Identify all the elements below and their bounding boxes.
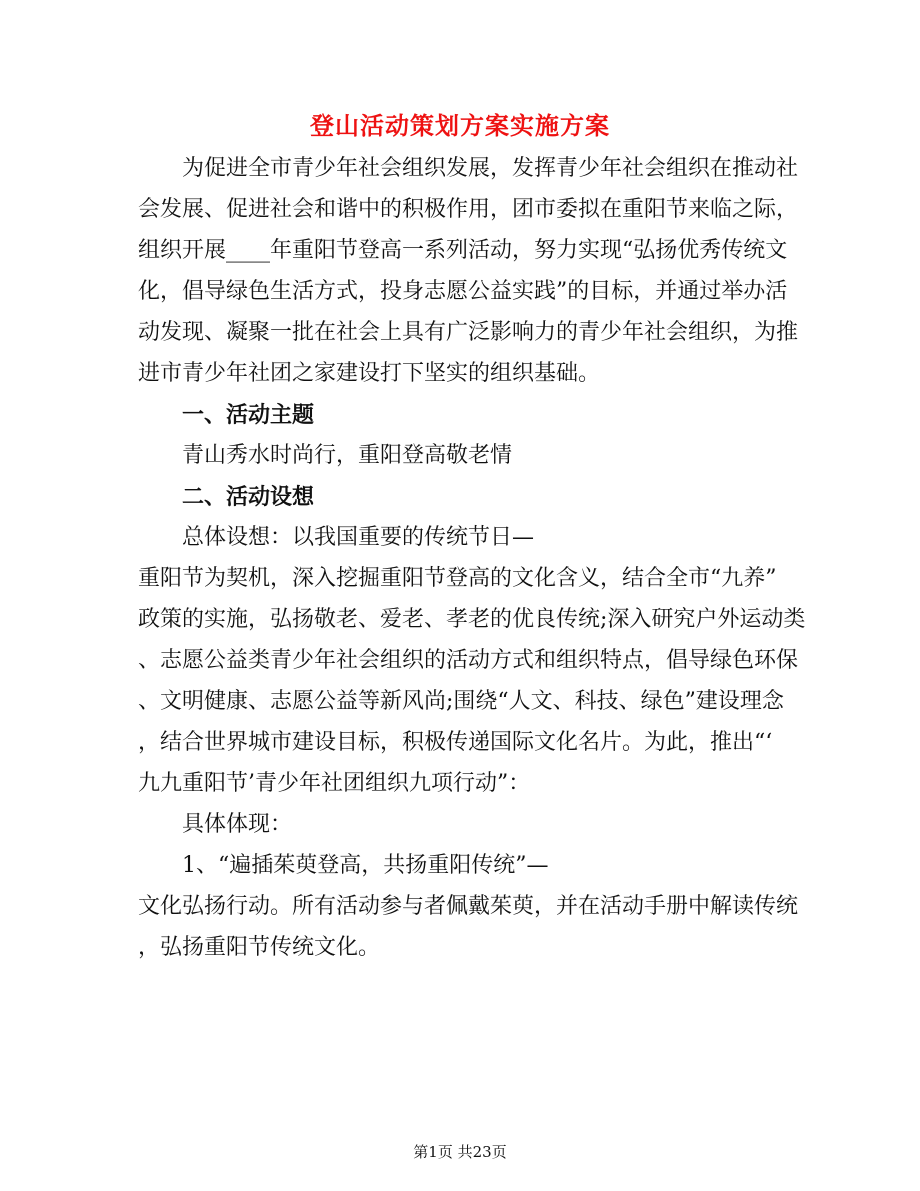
paragraph-line: 文化弘扬行动。所有活动参与者佩戴茱萸，并在活动手册中解读传统 bbox=[138, 894, 799, 919]
paragraph-line: 具体体现： bbox=[182, 812, 293, 837]
paragraph-line: 总体设想：以我国重要的传统节日— bbox=[182, 525, 535, 550]
paragraph-line: 为促进全市青少年社会组织发展，发挥青少年社会组织在推动社 bbox=[182, 156, 799, 181]
paragraph-line: ，结合世界城市建设目标，积极传递国际文化名片。为此，推出“‘ bbox=[138, 730, 773, 755]
paragraph-line: ，弘扬重阳节传统文化。 bbox=[138, 935, 381, 960]
paragraph-line: 、文明健康、志愿公益等新风尚;围绕“人文、科技、绿色”建设理念 bbox=[138, 689, 784, 714]
section-heading-concept: 二、活动设想 bbox=[182, 484, 315, 510]
paragraph-line: 青山秀水时尚行，重阳登高敬老情 bbox=[182, 443, 513, 468]
paragraph-line: 1、“遍插茱萸登高，共扬重阳传统”— bbox=[182, 853, 549, 878]
paragraph-line: 动发现、凝聚一批在社会上具有广泛影响力的青少年社会组织，为推 bbox=[138, 320, 799, 345]
document-title: 登山活动策划方案实施方案 bbox=[310, 111, 610, 140]
paragraph-line: 化，倡导绿色生活方式，投身志愿公益实践”的目标，并通过举办活 bbox=[138, 279, 788, 304]
section-heading-theme: 一、活动主题 bbox=[182, 402, 315, 428]
paragraph-line: 、志愿公益类青少年社会组织的活动方式和组织特点，倡导绿色环保 bbox=[138, 648, 799, 673]
paragraph-line: 会发展、促进社会和谐中的积极作用，团市委拟在重阳节来临之际， bbox=[138, 197, 799, 222]
paragraph-line: 九九重阳节’青少年社团组织九项行动”： bbox=[138, 771, 531, 796]
paragraph-line: 进市青少年社团之家建设打下坚实的组织基础。 bbox=[138, 361, 601, 386]
paragraph-line: 组织开展____年重阳节登高一系列活动，努力实现“弘扬优秀传统文 bbox=[138, 238, 788, 263]
paragraph-line: 政策的实施，弘扬敬老、爱老、孝老的优良传统;深入研究户外运动类 bbox=[138, 607, 806, 632]
paragraph-line: 重阳节为契机，深入挖掘重阳节登高的文化含义，结合全市“九养” bbox=[138, 566, 777, 591]
page-number-footer: 第1页 共23页 bbox=[413, 1143, 507, 1161]
